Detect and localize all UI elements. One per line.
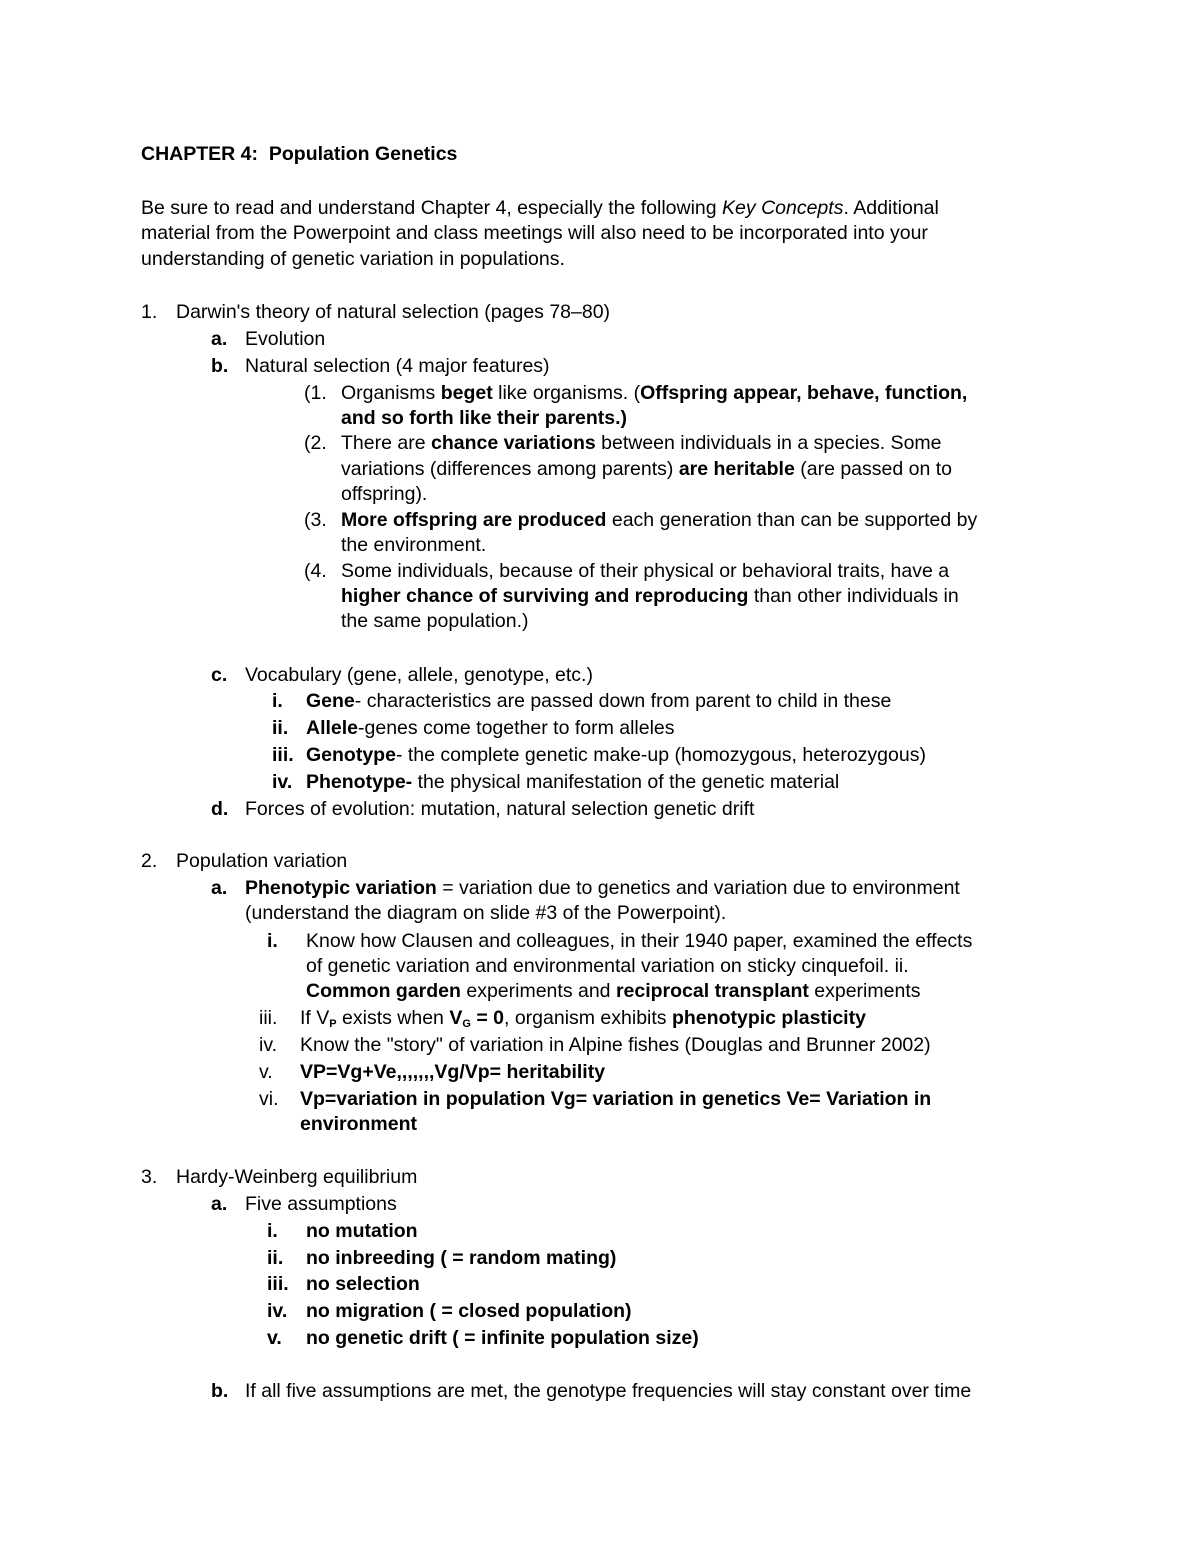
s1-c-marker: c. [211, 664, 228, 686]
s2-iv-marker: iv. [259, 1034, 278, 1056]
feature-2-line-1: There are chance variations between individuals in a species. Some [341, 432, 942, 454]
feature-2-line-3: offspring). [341, 483, 428, 505]
chapter-topic: Population Genetics [268, 143, 458, 165]
assumption-3-marker: iii. [267, 1273, 289, 1295]
feature-1-marker: (1. [304, 382, 327, 404]
assumption-4: no migration ( = closed population) [306, 1300, 632, 1322]
intro-line-2: material from the Powerpoint and class meetings will also need to be incorporated into your [141, 222, 928, 244]
feature-3-marker: (3. [304, 509, 327, 531]
s3-a-marker: a. [211, 1193, 228, 1215]
s1-a-marker: a. [211, 328, 228, 350]
s2-iv-text: Know the "story" of variation in Alpine fishes (Douglas and Brunner 2002) [300, 1034, 931, 1056]
intro-line-3: understanding of genetic variation in populations. [141, 248, 565, 270]
s2-i-line-2: of genetic variation and environmental variation on sticky cinquefoil. ii. [306, 955, 909, 977]
chapter-label: CHAPTER 4: [141, 143, 259, 165]
s2-v-marker: v. [259, 1061, 273, 1083]
section-3-number: 3. [141, 1166, 158, 1188]
assumption-4-marker: iv. [267, 1300, 288, 1322]
feature-2-marker: (2. [304, 432, 327, 454]
feature-4-line-3: the same population.) [341, 610, 529, 632]
assumption-2-marker: ii. [267, 1247, 284, 1269]
s1-d-text: Forces of evolution: mutation, natural selection genetic drift [245, 798, 755, 820]
feature-1-line-2: and so forth like their parents.) [341, 407, 628, 429]
section-1-title: Darwin's theory of natural selection (pages 78–80) [176, 301, 611, 323]
s1-b-marker: b. [211, 355, 229, 377]
feature-4-line-2: higher chance of surviving and reproducing than other individuals in [341, 585, 959, 607]
s1-b-text: Natural selection (4 major features) [245, 355, 550, 377]
s2-a-line-2: (understand the diagram on slide #3 of the Powerpoint). [245, 902, 727, 924]
s3-a-text: Five assumptions [245, 1193, 397, 1215]
assumption-5: no genetic drift ( = infinite population size) [306, 1327, 699, 1349]
s1-a-text: Evolution [245, 328, 326, 350]
s2-i-line-3: Common garden experiments and reciprocal transplant experiments [306, 980, 921, 1002]
assumption-1-marker: i. [267, 1220, 278, 1242]
vocab-3-marker: iii. [272, 744, 294, 766]
s2-vi-line-2: environment [300, 1113, 418, 1135]
feature-1-line-1: Organisms beget like organisms. (Offspring appear, behave, function, [341, 382, 968, 404]
assumption-3: no selection [306, 1273, 420, 1295]
s1-c-text: Vocabulary (gene, allele, genotype, etc.) [245, 664, 593, 686]
s2-iii-text: If $V_P$ exists when $V_G = 0$, organism exhibits phenotypic plasticity [300, 1007, 866, 1030]
assumption-5-marker: v. [267, 1327, 282, 1349]
s2-a-line-1: Phenotypic variation = variation due to genetics and variation due to environment [245, 877, 960, 899]
section-2-number: 2. [141, 850, 158, 872]
vocab-2: Allele-genes come together to form alleles [306, 717, 675, 739]
section-2-title: Population variation [176, 850, 348, 872]
feature-3-line-2: the environment. [341, 534, 487, 556]
vocab-2-marker: ii. [272, 717, 289, 739]
vocab-4-marker: iv. [272, 771, 293, 793]
feature-4-line-1: Some individuals, because of their physical or behavioral traits, have a [341, 560, 950, 582]
s2-i-marker: i. [267, 930, 278, 952]
section-1-number: 1. [141, 301, 158, 323]
vocab-4: Phenotype- the physical manifestation of the genetic material [306, 771, 840, 793]
s2-i-line-1: Know how Clausen and colleagues, in their 1940 paper, examined the effects [306, 930, 973, 952]
intro-line-1: Be sure to read and understand Chapter 4, especially the following Key Concepts. Additional [141, 197, 939, 219]
feature-3-line-1: More offspring are produced each generation than can be supported by [341, 509, 978, 531]
vocab-1-marker: i. [272, 690, 283, 712]
feature-2-line-2: variations (differences among parents) are heritable (are passed on to [341, 458, 952, 480]
assumption-2: no inbreeding ( = random mating) [306, 1247, 617, 1269]
assumption-1: no mutation [306, 1220, 418, 1242]
s3-b-marker: b. [211, 1380, 229, 1402]
page-title [141, 141, 457, 167]
s2-a-marker: a. [211, 877, 228, 899]
vocab-1: Gene- characteristics are passed down from parent to child in these [306, 690, 892, 712]
s2-v-text: VP=Vg+Ve,,,,,,,Vg/Vp= heritability [300, 1061, 606, 1083]
key-concepts-text: Key Concepts [722, 197, 844, 219]
vocab-3: Genotype- the complete genetic make-up (homozygous, heterozygous) [306, 744, 926, 766]
section-3-title: Hardy-Weinberg equilibrium [176, 1166, 418, 1188]
feature-4-marker: (4. [304, 560, 327, 582]
s1-d-marker: d. [211, 798, 229, 820]
s2-vi-marker: vi. [259, 1088, 279, 1110]
s2-vi-line-1: Vp=variation in population Vg= variation in genetics Ve= Variation in [300, 1088, 932, 1110]
s3-b-text: If all five assumptions are met, the genotype frequencies will stay constant over time [245, 1380, 972, 1402]
s2-iii-marker: iii. [259, 1007, 278, 1029]
